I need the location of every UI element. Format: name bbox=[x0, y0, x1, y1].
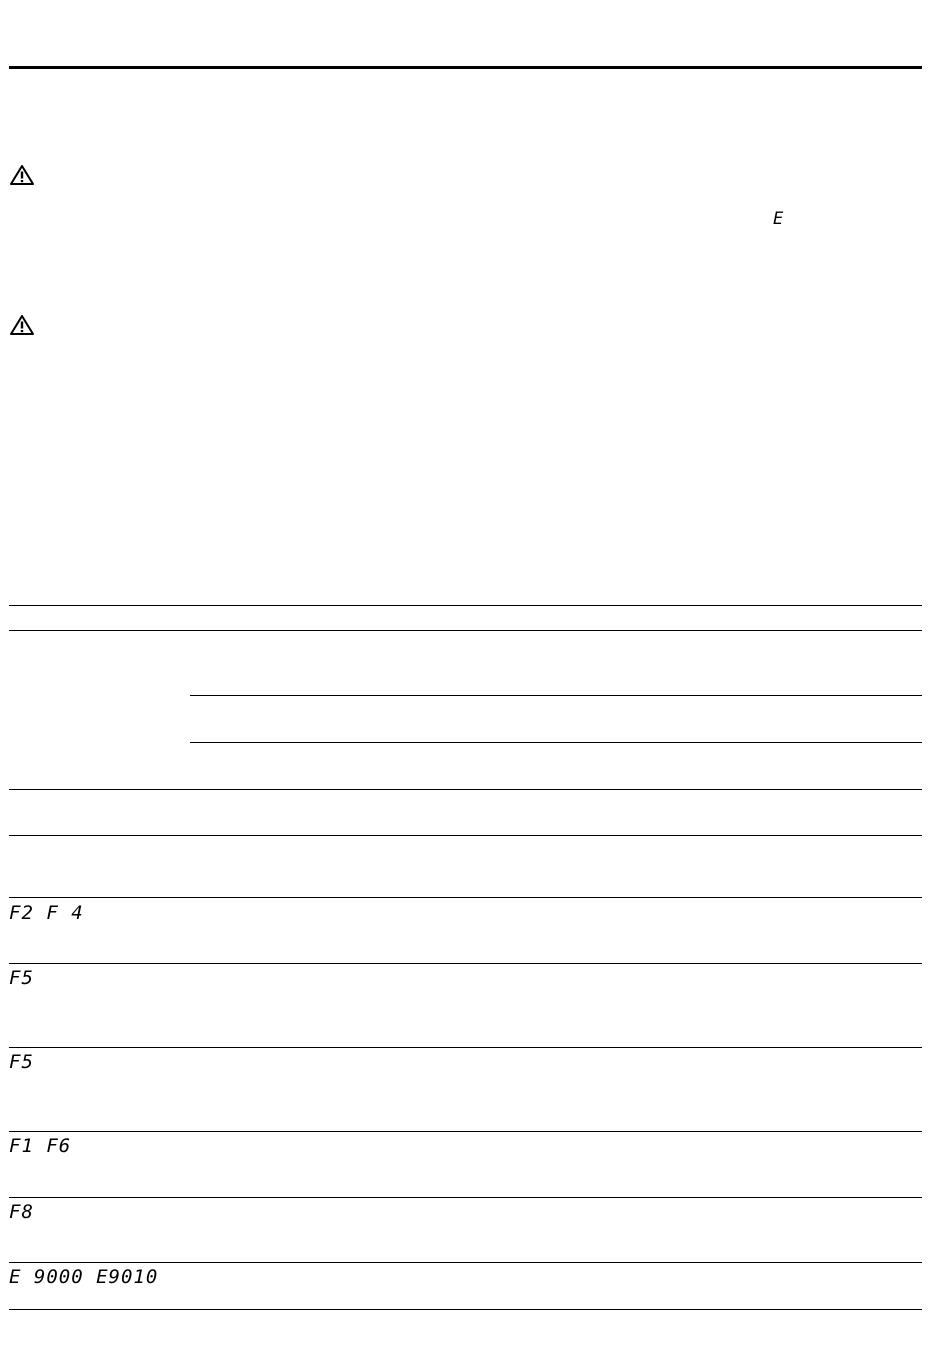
error-code: F1 F6 bbox=[9, 1135, 72, 1157]
error-code: F5 bbox=[9, 1051, 34, 1073]
header-rule bbox=[9, 66, 922, 69]
table-rule bbox=[9, 1262, 922, 1263]
table-rule bbox=[9, 897, 922, 898]
table-rule bbox=[9, 1197, 922, 1198]
table-rule bbox=[9, 630, 922, 631]
error-code: F2 F 4 bbox=[9, 902, 84, 924]
table-rule bbox=[9, 1309, 922, 1310]
table-rule bbox=[9, 1047, 922, 1048]
table-rule bbox=[9, 789, 922, 790]
table-rule bbox=[9, 963, 922, 964]
table-rule bbox=[9, 835, 922, 836]
warning-icon bbox=[9, 314, 35, 336]
warning-icon bbox=[9, 164, 35, 186]
table-rule bbox=[9, 1131, 922, 1132]
error-code: F5 bbox=[9, 967, 34, 989]
error-code: E 9000 E9010 bbox=[9, 1266, 159, 1288]
table-rule bbox=[190, 742, 922, 743]
display-code-inline: E bbox=[773, 209, 785, 229]
table-rule bbox=[9, 605, 922, 606]
error-code: F8 bbox=[9, 1201, 34, 1223]
table-rule bbox=[190, 695, 922, 696]
